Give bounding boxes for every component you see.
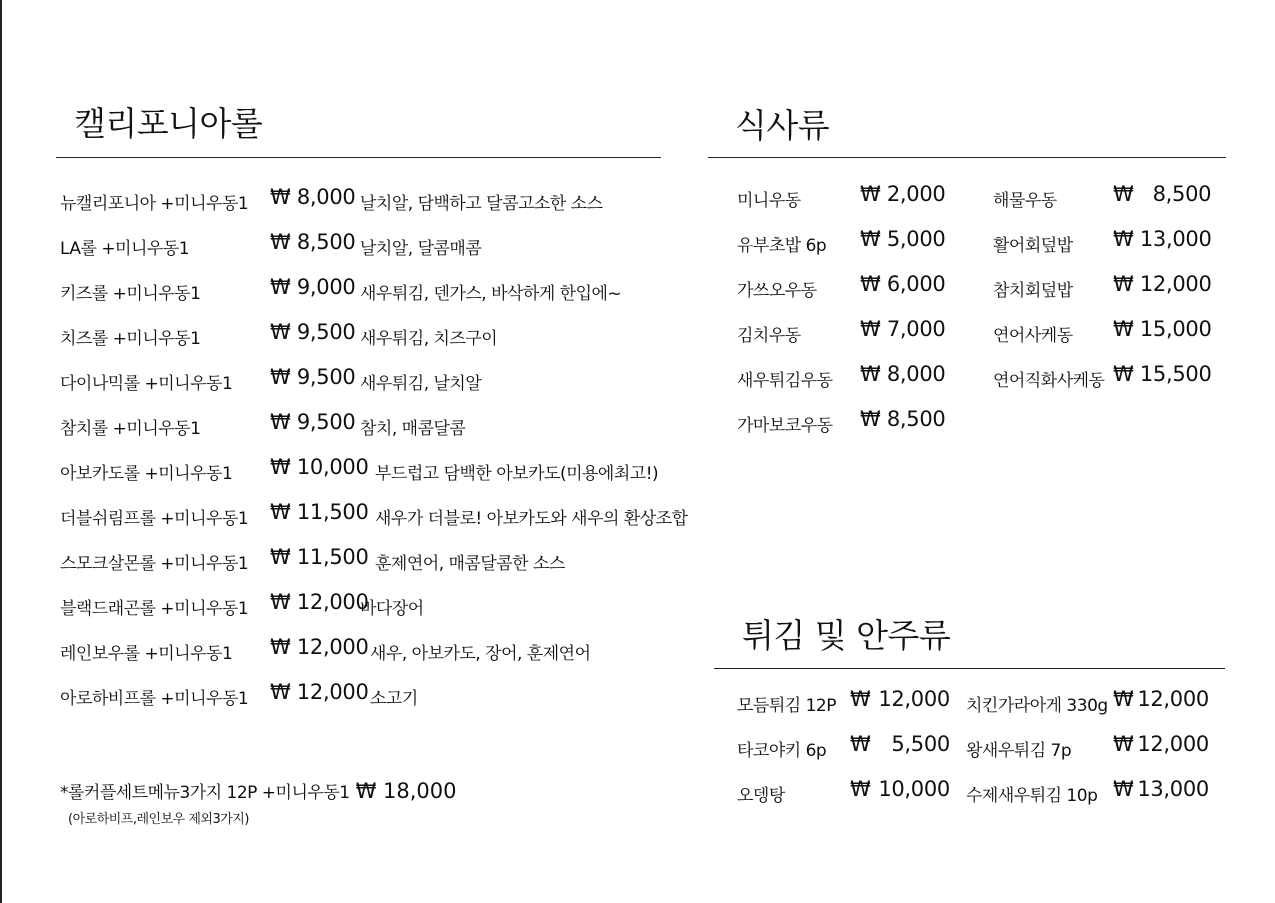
item-price: ₩ 11,500 [270,545,369,569]
item-name: 키즈롤 +미니우동1 [60,284,201,304]
item-price: ₩ 8,000 [270,185,356,209]
item-description: 새우튀김, 덴가스, 바삭하게 한입에~ [360,284,622,304]
item-name: 아보카도롤 +미니우동1 [60,464,233,484]
currency-symbol: ₩ [1113,687,1134,711]
fry-section-title: 튀김 및 안주류 [742,616,951,655]
item-price: ₩ 12,000 [270,680,369,704]
item-name: 수제새우튀김 10p [966,786,1098,806]
item-description: 참치, 매콤달콤 [360,419,466,439]
meal-section-divider [708,157,1226,158]
item-name: 참치롤 +미니우동1 [60,419,201,439]
item-price: ₩ 7,000 [860,317,946,341]
currency-symbol: ₩ [1113,732,1134,756]
item-price: 10,000 [878,777,950,801]
item-price: ₩ 10,000 [270,455,369,479]
set-note: (아로하비프,레인보우 제외3가지) [68,812,249,827]
item-name: 연어직화사케동 [993,371,1105,391]
item-name: 아로하비프롤 +미니우동1 [60,689,249,709]
item-price: ₩ 8,500 [860,407,946,431]
item-name: 해물우동 [993,191,1057,211]
item-description: 새우, 아보카도, 장어, 훈제연어 [370,644,591,664]
currency-symbol: ₩ [850,687,871,711]
item-price: 12,000 [878,687,950,711]
item-price: ₩ 15,500 [1113,362,1212,386]
item-name: LA롤 +미니우동1 [60,239,190,259]
roll-couple-set [60,778,456,803]
fry-section-divider [714,668,1225,669]
item-price: ₩ 6,000 [860,272,946,296]
item-description: 새우튀김, 날치알 [360,374,482,394]
currency-symbol: ₩ [850,777,871,801]
item-name: 미니우동 [737,191,801,211]
item-price: ₩ 9,500 [270,410,356,434]
item-name: 참치회덮밥 [993,281,1073,301]
item-name: 왕새우튀김 7p [966,741,1072,761]
item-price: ₩ 8,500 [1113,182,1212,206]
item-description: 날치알, 달콤매콤 [360,239,482,259]
item-price: 12,000 [1137,687,1209,711]
item-price: ₩ 8,000 [860,362,946,386]
item-name: 새우튀김우동 [737,371,833,391]
item-description: 날치알, 담백하고 달콤고소한 소스 [360,194,603,214]
item-name: 치킨가라아게 330g [966,696,1108,716]
item-name: 가쓰오우동 [737,281,817,301]
currency-symbol: ₩ [850,732,871,756]
item-price: ₩ 12,000 [1113,272,1212,296]
item-name: 치즈롤 +미니우동1 [60,329,201,349]
item-price: ₩ 11,500 [270,500,369,524]
set-price: ₩ 18,000 [355,779,457,803]
item-description: 부드럽고 담백한 아보카도(미용에최고!) [375,464,659,484]
item-price: ₩ 9,000 [270,275,356,299]
item-price: 12,000 [1137,732,1209,756]
item-price: ₩ 8,500 [270,230,356,254]
item-name: 활어회덮밥 [993,236,1073,256]
item-description: 소고기 [370,689,418,709]
item-price: 13,000 [1137,777,1209,801]
item-description: 바다장어 [360,599,424,619]
item-name: 블랙드래곤롤 +미니우동1 [60,599,249,619]
meal-section-title: 식사류 [735,106,830,145]
item-name: 김치우동 [737,326,801,346]
item-name: 가마보코우동 [737,416,833,436]
item-name: 더블쉬림프롤 +미니우동1 [60,509,249,529]
item-name: 다이나믹롤 +미니우동1 [60,374,233,394]
item-name: 레인보우롤 +미니우동1 [60,644,233,664]
item-price: ₩ 5,000 [860,227,946,251]
item-description: 새우튀김, 치즈구이 [360,329,498,349]
item-price: ₩ 15,000 [1113,317,1212,341]
set-label: *롤커플세트메뉴3가지 12P +미니우동1 [60,783,350,803]
page-border [0,0,2,903]
currency-symbol: ₩ [1113,777,1134,801]
item-name: 오뎅탕 [737,786,785,806]
item-price: ₩ 13,000 [1113,227,1212,251]
item-price: ₩ 9,500 [270,365,356,389]
item-name: 연어사케동 [993,326,1073,346]
roll-section-divider [56,157,661,158]
item-price: ₩ 12,000 [270,590,369,614]
roll-section-title: 캘리포니아롤 [74,104,263,143]
item-price: 5,500 [891,732,950,756]
item-name: 타코야키 6p [737,741,827,761]
item-description: 훈제연어, 매콤달콤한 소스 [375,554,565,574]
item-price: ₩ 9,500 [270,320,356,344]
item-price: ₩ 12,000 [270,635,369,659]
item-name: 유부초밥 6p [737,236,827,256]
item-name: 뉴캘리포니아 +미니우동1 [60,194,249,214]
item-description: 새우가 더블로! 아보카도와 새우의 환상조합 [375,509,688,529]
item-name: 스모크살몬롤 +미니우동1 [60,554,249,574]
item-price: ₩ 2,000 [860,182,946,206]
item-name: 모듬튀김 12P [737,696,836,716]
